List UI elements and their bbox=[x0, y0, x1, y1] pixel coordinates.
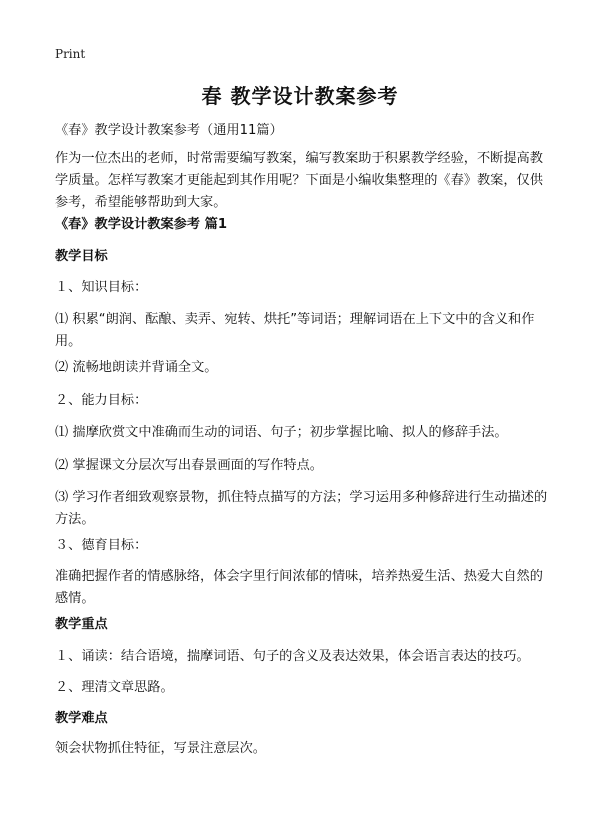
key-point-2: ２、理清文章思路。 bbox=[55, 680, 174, 695]
ability-heading: ２、能力目标： bbox=[55, 393, 148, 408]
key-points-heading: 教学重点 bbox=[55, 617, 108, 632]
ability-item-3: ⑶ 学习作者细致观察景物，抓住特点描写的方法；学习运用多种修辞进行生动描述的方法。 bbox=[55, 490, 548, 527]
knowledge-heading: １、知识目标： bbox=[55, 280, 148, 295]
document-subtitle: 《春》教学设计教案参考（通用11篇） bbox=[55, 123, 283, 138]
knowledge-item-2: ⑵ 流畅地朗读并背诵全文。 bbox=[55, 360, 218, 375]
difficulty-heading: 教学难点 bbox=[55, 711, 108, 726]
key-point-1: １、诵读：结合语境，揣摩词语、句子的含义及表达效果，体会语言表达的技巧。 bbox=[55, 649, 530, 664]
intro-paragraph: 作为一位杰出的老师，时常需要编写教案，编写教案助于积累教学经验，不断提高教学质量。怎样写教案才更能起到其作用呢？下面是小编收集整理的《春》教案，仅供参考，希望能够帮助到大家。 bbox=[55, 151, 543, 210]
page-title: 春 教学设计教案参考 bbox=[201, 84, 399, 108]
objectives-heading: 教学目标 bbox=[55, 249, 108, 264]
moral-heading: ３、德育目标： bbox=[55, 538, 148, 553]
ability-item-1: ⑴ 揣摩欣赏文中准确而生动的词语、句子；初步掌握比喻、拟人的修辞手法。 bbox=[55, 425, 508, 440]
moral-text: 准确把握作者的情感脉络，体会字里行间浓郁的情味，培养热爱生活、热爱大自然的感情。 bbox=[55, 569, 543, 606]
knowledge-item-1: ⑴ 积累“朗润、酝酿、卖弄、宛转、烘托”等词语；理解词语在上下文中的含义和作用。 bbox=[55, 312, 535, 349]
difficulty-text: 领会状物抓住特征，写景注意层次。 bbox=[55, 741, 266, 756]
chapter-heading: 《春》教学设计教案参考 篇1 bbox=[55, 217, 228, 232]
ability-item-2: ⑵ 掌握课文分层次写出春景画面的写作特点。 bbox=[55, 458, 323, 473]
print-label: Print bbox=[55, 47, 86, 61]
